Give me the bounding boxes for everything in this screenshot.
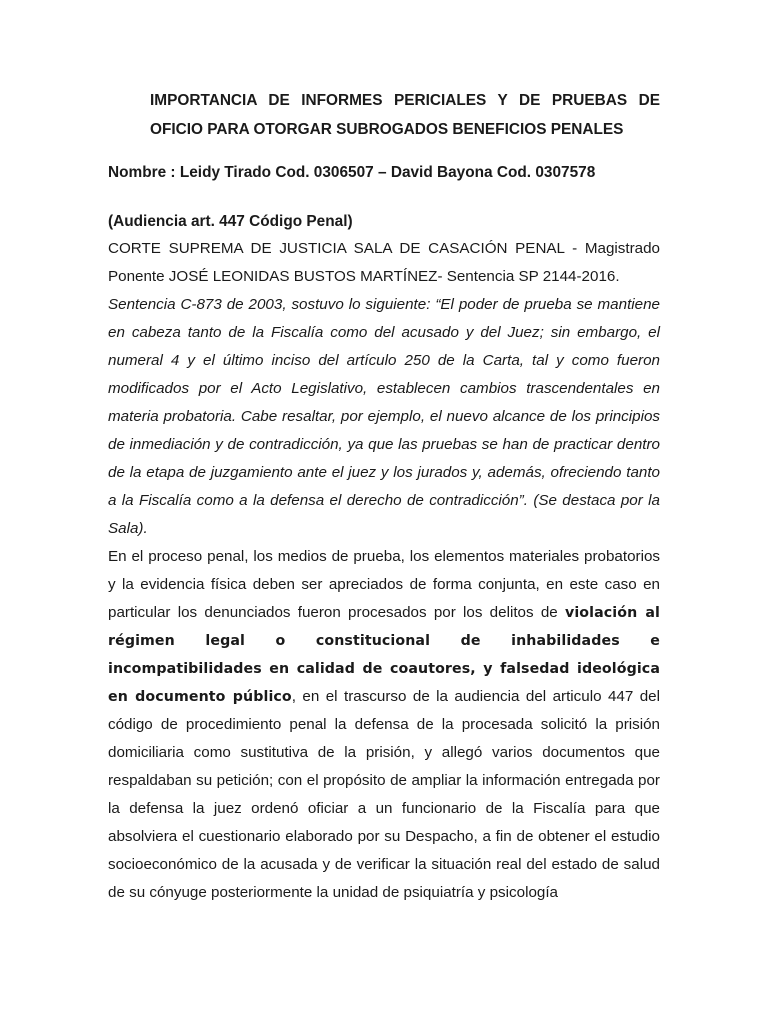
title-line-2: OFICIO PARA OTORGAR SUBROGADOS BENEFICIOS PENALES [150, 121, 624, 138]
document-title [150, 86, 660, 144]
authors-line: Nombre : Leidy Tirado Cod. 0306507 – David Bayona Cod. 0307578 [108, 164, 596, 181]
process-intro: En el proceso penal, los medios de prueba, los elementos materiales probatorios y la evidencia física deben ser apreciados de forma conjunta, en este caso en particular los denunciados fueron procesados por los delitos de [108, 548, 660, 621]
process-rest: , en el trascurso de la audiencia del articulo 447 del código de procedimiento penal la defensa de la procesada solicitó la prisión domiciliaria como sustitutiva de la prisión, y allegó varios documentos que respaldaban su petición; con el propósito de ampliar la información entregada por la defensa la juez ordenó oficiar a un funcionario de la Fiscalía para que absolviera el cuestionario elaborado por su Despacho, a fin de obtener el estudio socioeconómico de la acusada y de verificar la situación real del estado de salud de su cónyuge posteriormente la unidad de psiquiatría y psicología [108, 688, 661, 901]
judgment-quote: Sentencia C-873 de 2003, sostuvo lo siguiente: “El poder de prueba se mantiene en cabeza tanto de la Fiscalía como del acusado y del Juez; sin embargo, el numeral 4 y el último inciso del artículo 250 de la Carta, tal y como fueron modificados por el Acto Legislativo, establecen cambios trascendentales en materia probatoria. Cabe resaltar, por ejemplo, el nuevo alcance de los principios de inmediación y de contradicción, ya que las pruebas se han de practicar dentro de la etapa de juzgamiento ante el juez y los jurados y, además, ofreciendo tanto a la Fiscalía como a la defensa el derecho de contradicción”. (Se destaca por la Sala). [108, 296, 660, 537]
court-reference: CORTE SUPREMA DE JUSTICIA SALA DE CASACIÓN PENAL - Magistrado Ponente JOSÉ LEONIDAS BUSTOS MARTÍNEZ- Sentencia SP 2144-2016. [108, 240, 660, 285]
process-paragraph [108, 543, 660, 907]
crimes-bold: violación al régimen legal o constitucional de inhabilidades e incompatibilidades en calidad de coautores, y falsedad ideológica en documento público [108, 605, 660, 705]
hearing-heading: (Audiencia art. 447 Código Penal) [108, 213, 353, 230]
title-line-1: IMPORTANCIA DE INFORMES PERICIALES Y DE PRUEBAS DE [150, 92, 660, 109]
